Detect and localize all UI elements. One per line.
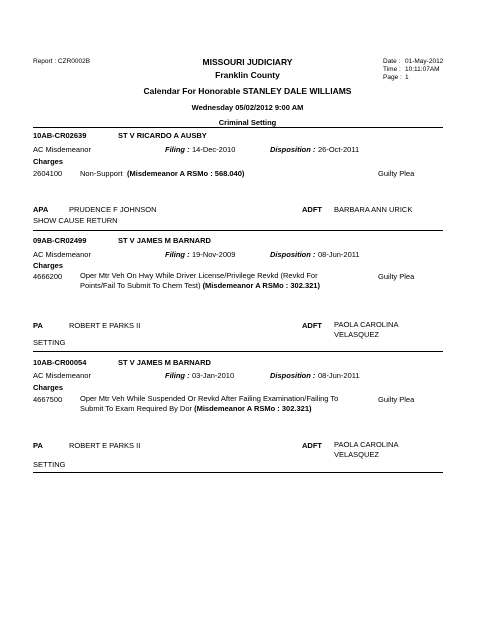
- case-type: AC Misdemeanor: [33, 145, 91, 154]
- setting-type: SETTING: [33, 338, 66, 347]
- case-type: AC Misdemeanor: [33, 371, 91, 380]
- defendant-name: BARBARA ANN URICK: [334, 205, 413, 214]
- date-label: Date :: [383, 58, 401, 65]
- session-datetime: Wednesday 05/02/2012 9:00 AM: [191, 103, 304, 112]
- case-number: 10AB-CR00054: [33, 358, 87, 367]
- setting-type: SHOW CAUSE RETURN: [33, 216, 118, 225]
- calendar-title: Calendar For Honorable STANLEY DALE WILLIAMS: [143, 86, 352, 96]
- attorney-name: ROBERT E PARKS II: [69, 321, 141, 330]
- attorney-name: PRUDENCE F JOHNSON: [69, 205, 157, 214]
- charges-label: Charges: [33, 261, 64, 270]
- case-style: ST V JAMES M BARNARD: [118, 236, 211, 245]
- charge-description: Non-Support: [80, 169, 123, 178]
- charges-label: Charges: [33, 157, 64, 166]
- session-setting: Criminal Setting: [218, 118, 277, 127]
- disposition-date: 26-Oct-2011: [318, 145, 360, 154]
- case-style: ST V RICARDO A AUSBY: [118, 131, 207, 140]
- case-divider: [33, 472, 443, 473]
- charge-class: (Misdemeanor A RSMo : 302.321): [202, 280, 320, 290]
- filing-label: Filing :: [165, 145, 190, 154]
- defendant-name: PAOLA CAROLINA VELASQUEZ: [334, 320, 399, 339]
- plea: Guilty Plea: [378, 395, 415, 404]
- case-type: AC Misdemeanor: [33, 250, 91, 259]
- charges-label: Charges: [33, 383, 64, 392]
- defendant-role: ADFT: [302, 441, 322, 450]
- date-value: 01-May-2012: [405, 58, 444, 65]
- disposition-label: Disposition :: [270, 250, 316, 259]
- defendant-role: ADFT: [302, 321, 322, 330]
- time-label: Time :: [383, 66, 401, 73]
- plea: Guilty Plea: [378, 169, 415, 178]
- disposition-label: Disposition :: [270, 371, 316, 380]
- disposition-label: Disposition :: [270, 145, 316, 154]
- charge-text: [80, 271, 340, 290]
- charge-text: [80, 394, 342, 413]
- case-divider: [33, 351, 443, 352]
- case-divider: [33, 230, 443, 231]
- charge-code: 2604100: [33, 169, 63, 178]
- report-id: Report : CZR0002B: [33, 58, 91, 65]
- disposition-date: 08-Jun-2011: [318, 250, 360, 259]
- defendant-name: PAOLA CAROLINA VELASQUEZ: [334, 440, 399, 459]
- attorney-role: PA: [33, 441, 43, 450]
- court-title: MISSOURI JUDICIARY: [202, 57, 293, 67]
- setting-type: SETTING: [33, 460, 66, 469]
- filing-label: Filing :: [165, 371, 190, 380]
- filing-date: 19-Nov-2009: [192, 250, 236, 259]
- charge-description: Oper Mtr Veh While Suspended Or Revkd After Failing Examination/Failing To Submit To Exam Required By Dor: [80, 394, 339, 413]
- case-number: 09AB-CR02499: [33, 236, 87, 245]
- filing-label: Filing :: [165, 250, 190, 259]
- case-number: 10AB-CR02639: [33, 131, 87, 140]
- plea: Guilty Plea: [378, 272, 415, 281]
- section-divider: [33, 127, 443, 128]
- charge-code: 4666200: [33, 272, 63, 281]
- time-value: 10:11:07AM: [405, 66, 440, 73]
- charge-code: 4667500: [33, 395, 63, 404]
- charge-class: (Misdemeanor A RSMo : 568.040): [127, 169, 245, 178]
- charge-description: Oper Mtr Veh On Hwy While Driver License/Privilege Revkd (Revkd For Points/Fail To Submit To Chem Test): [80, 271, 318, 290]
- attorney-role: PA: [33, 321, 43, 330]
- disposition-date: 08-Jun-2011: [318, 371, 360, 380]
- county-title: Franklin County: [215, 70, 280, 80]
- case-style: ST V JAMES M BARNARD: [118, 358, 211, 367]
- defendant-role: ADFT: [302, 205, 322, 214]
- charge-class: (Misdemeanor A RSMo : 302.321): [194, 403, 312, 413]
- filing-date: 14-Dec-2010: [192, 145, 236, 154]
- attorney-name: ROBERT E PARKS II: [69, 441, 141, 450]
- attorney-role: APA: [33, 205, 49, 214]
- page-label: Page :: [383, 74, 402, 81]
- page-value: 1: [405, 74, 409, 81]
- filing-date: 03-Jan-2010: [192, 371, 235, 380]
